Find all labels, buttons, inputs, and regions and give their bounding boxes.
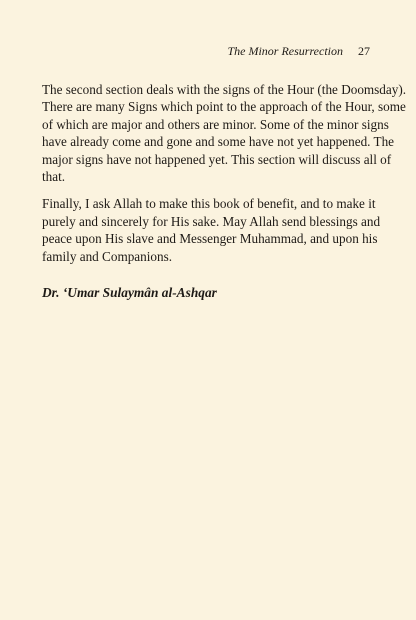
text-line: Finally, I ask Allah to make this book of benefit, and to make it (42, 196, 376, 212)
text-line: that. (42, 169, 66, 185)
text-line: peace upon His slave and Messenger Muhammad, and upon his (42, 231, 378, 247)
running-title: The Minor Resurrection (227, 44, 343, 58)
text-line: of which are major and others are minor. Some of the minor signs (42, 116, 389, 132)
body-text (42, 81, 407, 275)
author-signature: Dr. ‘Umar Sulaymân al-Ashqar (42, 285, 217, 300)
text-line: purely and sincerely for His sake. May Allah send blessings and (42, 213, 381, 229)
text-line: family and Companions. (42, 248, 173, 264)
text-line: have already come and gone and some have not yet happened. The (42, 134, 395, 150)
text-line: There are many Signs which point to the approach of the Hour, some (42, 99, 406, 115)
page-number: 27 (358, 44, 370, 58)
text-line: The second section deals with the signs of the Hour (the Doomsday). (42, 82, 407, 97)
text-line: major signs have not happened yet. This section will discuss all of (42, 151, 392, 167)
running-head (227, 44, 370, 58)
paragraph-signs-of-the-hour (42, 81, 407, 185)
paragraph-closing-prayer (42, 195, 381, 265)
